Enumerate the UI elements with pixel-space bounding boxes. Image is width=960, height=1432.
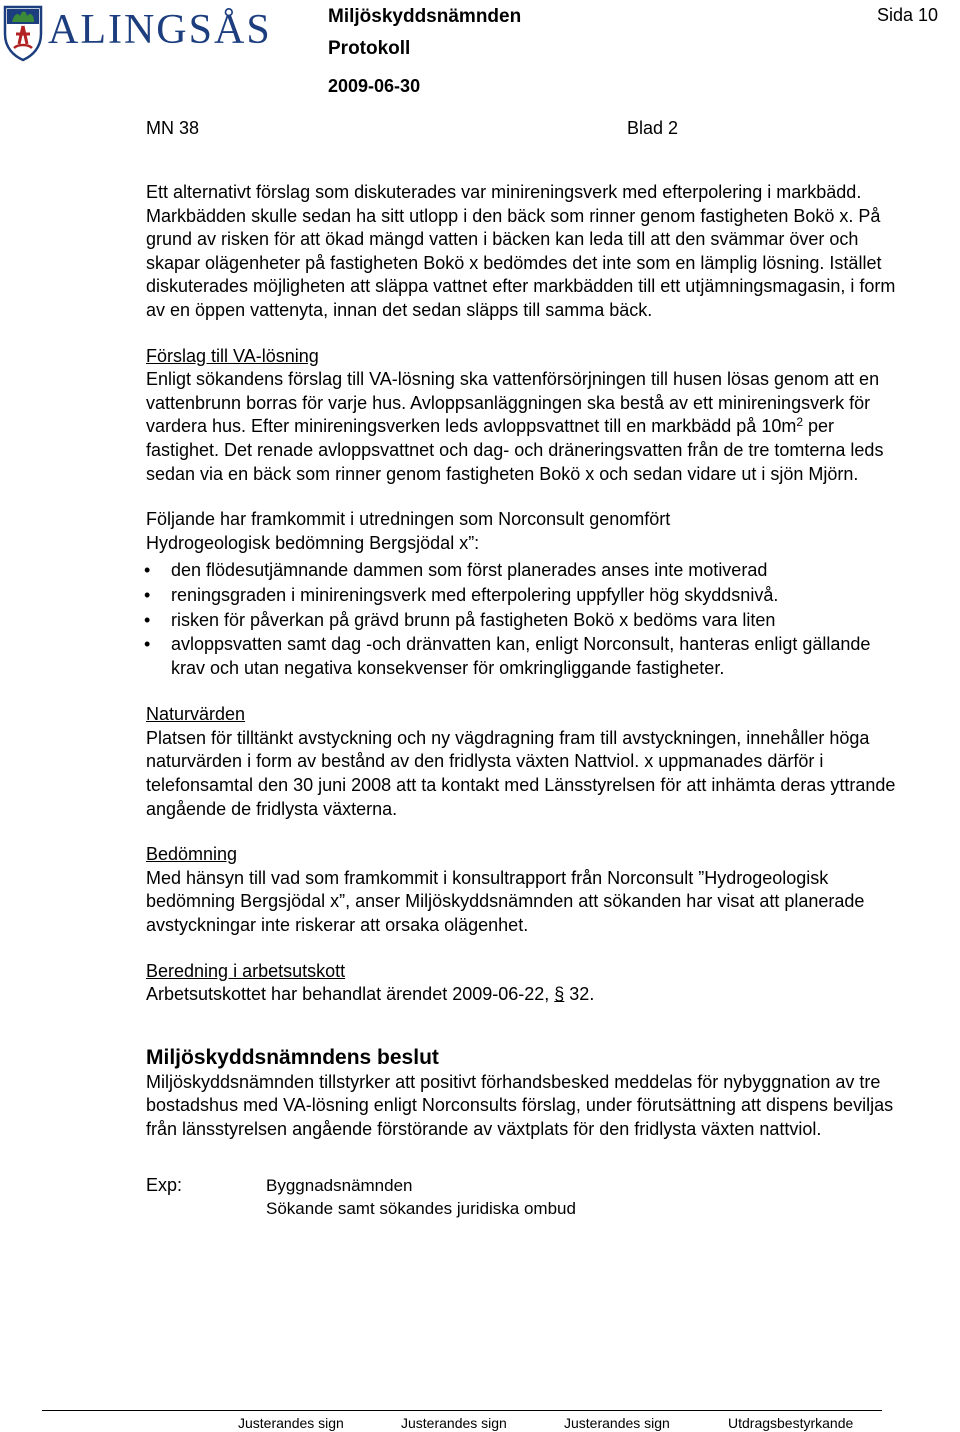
preparation-text-part-1: Arbetsutskottet har behandlat ärendet 2009-06-22, <box>146 984 555 1005</box>
list-item: • reningsgraden i minireningsverk med efterpolering uppfyller hög skyddsnivå. <box>146 584 906 608</box>
case-number: MN 38 <box>146 118 200 138</box>
document-date: 2009-06-30 <box>328 76 421 96</box>
committee-title: Miljöskyddsnämnden <box>328 6 522 27</box>
sheet-number: Blad 2 <box>627 118 679 138</box>
list-item: • avloppsvatten samt dag -och dränvatten kan, enligt Norconsult, hanteras enligt gällande krav och utan negativa konsekvenser för omkringliggande fastigheter. <box>146 633 906 680</box>
nature-paragraph: Platsen för tilltänkt avstyckning och ny vägdragning fram till avstyckningen, innehåller höga naturvärden i form av bestånd av den fridlysta växten Nattviol. x uppmanades därför i telefonsamtal den 30 juni 2008 att ta kontakt med Länsstyrelsen för att inhämta deras yttrande angående de fridlysta växterna. <box>146 727 896 819</box>
decision-paragraph: Miljöskyddsnämnden tillstyrker att positivt förhandsbesked meddelas för nybyggnation av tre bostadshus med VA-lösning enligt Norconsults förslag, under förutsättning att dispens beviljas från länsstyrelsen angående förstörande av växtplats för den fridlysta växten nattviol. <box>146 1071 894 1139</box>
square-superscript: 2 <box>796 415 804 430</box>
alternative-proposal-paragraph: Ett alternativt förslag som diskuterades var minireningsverk med efterpolering i markbädd. Markbädden skulle sedan ha sitt utlopp i den bäck som rinner genom fastigheten Bokö x. På grund av risken för att ökad mängd vatten i bäcken kan leda till att den svämmar över och skapar olägenheter på fastigheten Bokö x bedömdes det inte som en lämplig lösning. Istället diskuterades möjligheten att släppa vattnet efter markbädden till ett utjämningsmagasin, i form av en öppen vattenyta, innan det sedan släpps till samma bäck. <box>146 182 896 320</box>
coat-of-arms-icon <box>2 4 44 62</box>
distribution-list <box>146 1174 906 1226</box>
page-number: Sida 10 <box>876 5 938 25</box>
nature-heading: Naturvärden <box>146 704 246 725</box>
document-body <box>146 181 906 1226</box>
signature-field-3: Justerandes sign <box>564 1415 670 1431</box>
distribution-label: Exp: <box>146 1174 183 1195</box>
distribution-recipient: Byggnadsnämnden <box>266 1175 413 1195</box>
signature-field-1: Justerandes sign <box>238 1415 344 1431</box>
preparation-text-part-2: 32. <box>564 984 595 1005</box>
va-text-part-1: Enligt sökandens förslag till VA-lösning ska vattenförsörjningen till husen lösas genom att en vattenbrunn borras för varje hus. Avloppsanläggningen ska bestå av ett minireningsverk för vardera hus. Efter minireningsverken leds avloppsvattnet till en markbädd på 10m <box>146 369 880 437</box>
list-item: • den flödesutjämnande dammen som först planerades anses inte motiverad <box>146 559 906 583</box>
distribution-recipient: Sökande samt sökandes juridiska ombud <box>266 1198 576 1218</box>
footer-divider <box>42 1410 882 1411</box>
section-mark: § <box>554 984 565 1005</box>
list-item: • risken för påverkan på grävd brunn på fastigheten Bokö x bedöms vara liten <box>146 609 906 633</box>
va-text-part-2: per fastighet. Det renade avloppsvattnet och dag- och dräneringsvatten från de tre tomterna leds sedan via en bäck som rinner genom fastigheten Bokö x och sedan vidare ut i sjön Mjörn. <box>146 416 884 484</box>
findings-list <box>146 559 906 680</box>
preparation-paragraph <box>146 983 906 1007</box>
signature-field-2: Justerandes sign <box>401 1415 507 1431</box>
extract-certification: Utdragsbestyrkande <box>728 1415 854 1431</box>
assessment-heading: Bedömning <box>146 844 238 865</box>
findings-source: Hydrogeologisk bedömning Bergsjödal x”: <box>146 532 480 553</box>
findings-intro: Följande har framkommit i utredningen som Norconsult genomfört <box>146 509 671 530</box>
logo-wordmark: ALINGSÅS <box>48 7 272 53</box>
municipality-logo <box>2 4 272 64</box>
assessment-paragraph: Med hänsyn till vad som framkommit i konsultrapport från Norconsult ”Hydrogeologisk bedömning Bergsjödal x”, anser Miljöskyddsnämnden att sökanden har visat att planerade avstyckningar inte riskerar att orsaka olägenhet. <box>146 867 865 936</box>
document-type: Protokoll <box>328 38 411 59</box>
preparation-heading: Beredning i arbetsutskott <box>146 960 346 981</box>
va-heading: Förslag till VA-lösning <box>146 345 319 366</box>
va-paragraph <box>146 368 906 486</box>
decision-heading: Miljöskyddsnämndens beslut <box>146 1045 439 1069</box>
